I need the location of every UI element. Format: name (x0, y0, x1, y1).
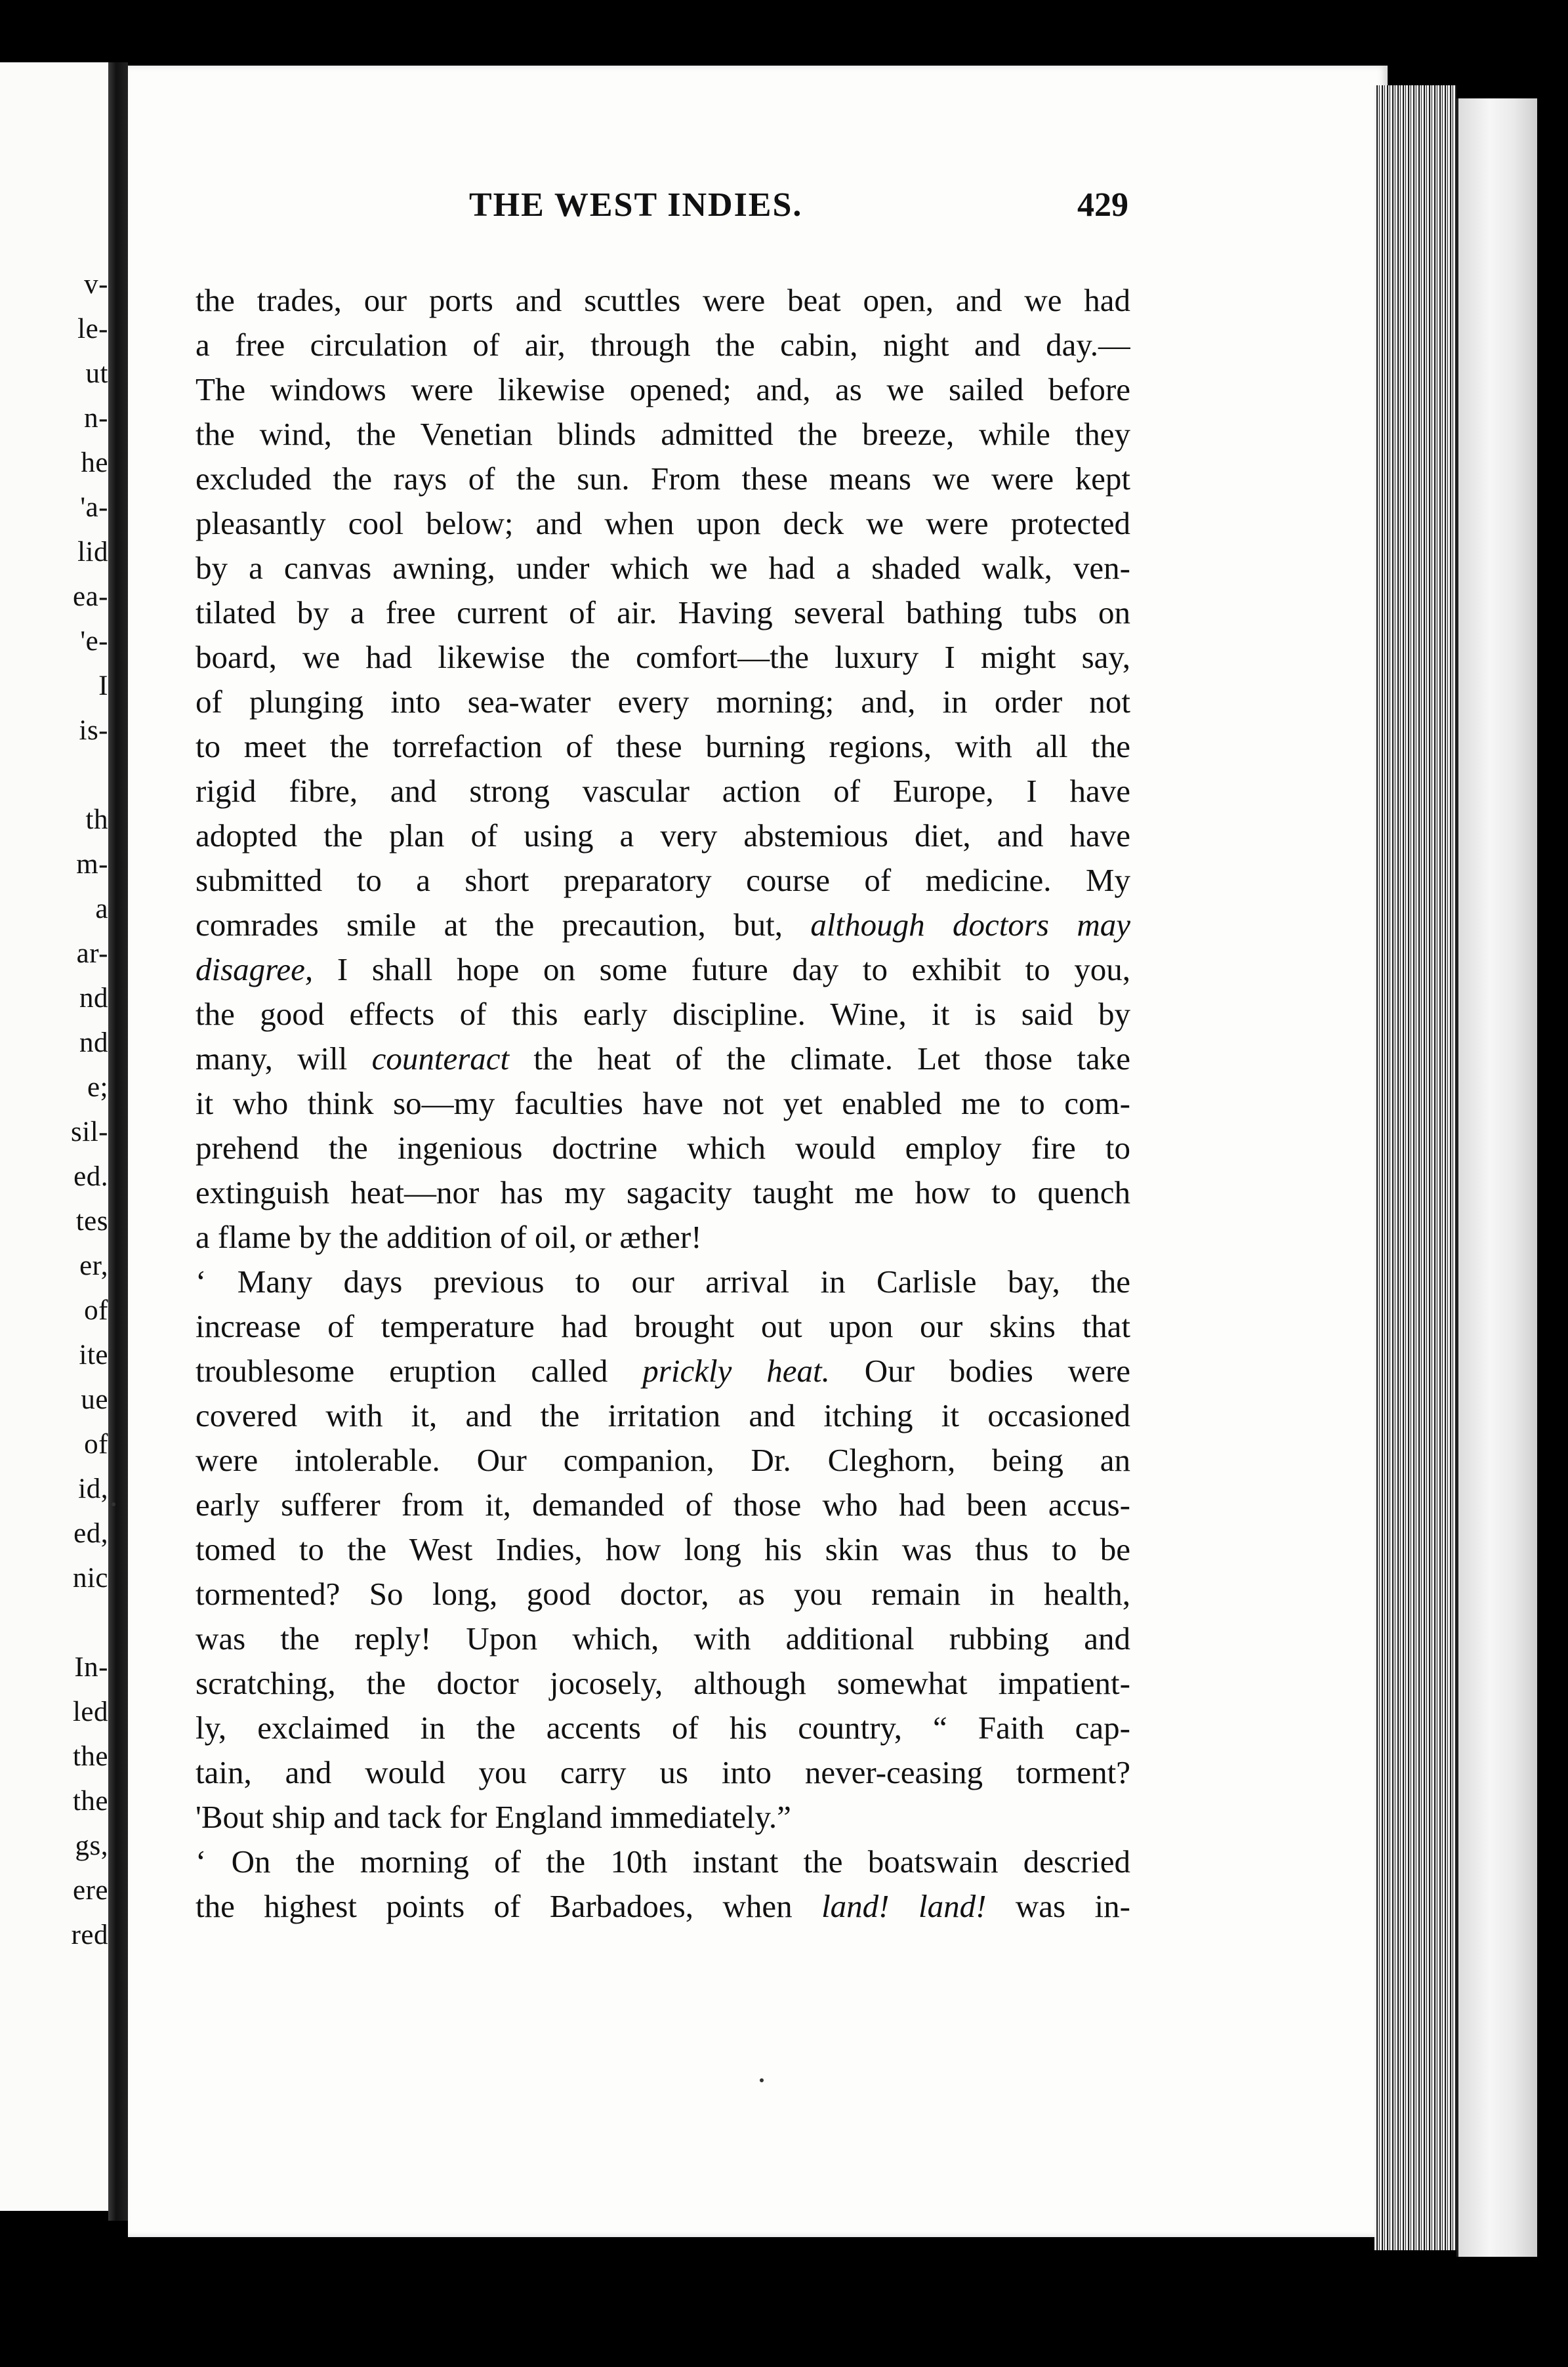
left-page-fragment: ed. (73, 1161, 108, 1192)
left-page-text-fragments (71, 262, 108, 1958)
text-line: early sufferer from it, demanded of those who had been accus- (196, 1487, 1130, 1523)
text-line: of plunging into sea-water every morning; and, in order not (196, 684, 1130, 720)
text-line: 'Bout ship and tack for England immediately.” (196, 1799, 791, 1835)
text-line: to meet the torrefaction of these burning regions, with all the (196, 728, 1130, 764)
left-page-fragment: nd (79, 983, 108, 1014)
left-page-fragment: e; (87, 1072, 108, 1103)
left-page-fragment: sil- (71, 1117, 108, 1147)
left-page-fragment (71, 1601, 108, 1645)
text-line: it who think so—my faculties have not yet enabled me to com- (196, 1085, 1130, 1121)
text-line: rigid fibre, and strong vascular action of Europe, I have (196, 773, 1130, 809)
left-page-fragment: le- (77, 314, 108, 344)
text-run: the highest points of Barbadoes, when (196, 1888, 822, 1924)
left-page-fragment: of (84, 1429, 108, 1460)
left-page-fragment: ar- (76, 938, 108, 969)
italic-text-run: although doctors may (810, 907, 1130, 943)
left-page-fragment: n- (84, 403, 108, 434)
left-page-fragment: tes (75, 1206, 108, 1237)
left-page-fragment: ut (85, 358, 108, 389)
text-line: ly, exclaimed in the accents of his country, “ Faith cap- (196, 1710, 1130, 1746)
text-line: covered with it, and the irritation and itching it occasioned (196, 1397, 1130, 1433)
left-page-fragment: th (85, 804, 108, 835)
text-line: board, we had likewise the comfort—the luxury I might say, (196, 639, 1130, 675)
scan-speck (760, 2078, 764, 2082)
left-page-fragment: v- (84, 269, 108, 300)
left-page-fragment: nic (72, 1563, 108, 1594)
left-page-fragment: he (81, 447, 108, 478)
text-line: tain, and would you carry us into never-ceasing torment? (196, 1754, 1130, 1790)
italic-text-run: prickly heat. (642, 1353, 830, 1389)
text-run: many, will (196, 1040, 372, 1077)
left-page-fragment: of (84, 1295, 108, 1326)
running-title: THE WEST INDIES. (469, 186, 803, 224)
text-line (196, 947, 1130, 992)
text-line: were intolerable. Our companion, Dr. Cleghorn, being an (196, 1442, 1130, 1478)
left-page-fragment: is- (79, 715, 108, 746)
page-edges (1374, 85, 1456, 2250)
italic-text-run: counteract (371, 1040, 510, 1077)
text-line (196, 1884, 1130, 1929)
left-page-fragment (71, 753, 108, 798)
text-line: increase of temperature had brought out upon our skins that (196, 1308, 1130, 1344)
text-line (196, 903, 1130, 947)
left-page-fragment: a (95, 894, 108, 924)
text-line: The windows were likewise opened; and, as we sailed before (196, 371, 1130, 407)
left-page-fragment: m- (76, 849, 108, 880)
left-facing-page (0, 62, 108, 2211)
text-run: the heat of the climate. Let those take (509, 1040, 1130, 1077)
book-gutter (108, 62, 128, 2221)
text-run: Our bodies were (829, 1353, 1130, 1389)
left-page-fragment: ue (81, 1384, 108, 1415)
text-line: tilated by a free current of air. Having several bathing tubs on (196, 594, 1130, 630)
left-page-fragment: the (72, 1741, 108, 1772)
body-text (196, 278, 1130, 1929)
left-page-fragment: er, (79, 1250, 108, 1281)
text-line: extinguish heat—nor has my sagacity taught me how to quench (196, 1174, 1130, 1210)
left-page-fragment: gs, (75, 1830, 108, 1861)
text-line: submitted to a short preparatory course of medicine. My (196, 862, 1130, 898)
text-line: pleasantly cool below; and when upon deck we were protected (196, 505, 1130, 541)
left-page-fragment: ite (79, 1340, 108, 1370)
text-line: excluded the rays of the sun. From these means we were kept (196, 461, 1130, 497)
page-number: 429 (1077, 186, 1128, 224)
text-line: the good effects of this early discipline. Wine, it is said by (196, 996, 1130, 1032)
text-line: tormented? So long, good doctor, as you remain in health, (196, 1576, 1130, 1612)
text-run: was in- (986, 1888, 1130, 1924)
text-line: prehend the ingenious doctrine which would employ fire to (196, 1130, 1130, 1166)
text-line: the trades, our ports and scuttles were beat open, and we had (196, 282, 1130, 318)
text-line: was the reply! Upon which, with additional rubbing and (196, 1620, 1130, 1657)
left-page-fragment: red (71, 1920, 108, 1950)
left-page-fragment: nd (79, 1027, 108, 1058)
text-line: by a canvas awning, under which we had a shaded walk, ven- (196, 550, 1130, 586)
text-line (196, 1037, 1130, 1081)
text-run: I shall hope on some future day to exhibit to you, (313, 951, 1130, 987)
text-line: tomed to the West Indies, how long his skin was thus to be (196, 1531, 1130, 1567)
italic-text-run: disagree, (196, 951, 314, 987)
italic-text-run: land! land! (821, 1888, 987, 1924)
left-page-fragment: the (72, 1786, 108, 1817)
text-run: troublesome eruption called (196, 1353, 643, 1389)
scan-speck (112, 1502, 115, 1506)
left-page-fragment: id, (78, 1473, 108, 1504)
left-page-fragment: In- (74, 1652, 108, 1683)
left-page-fragment: ed, (73, 1518, 108, 1549)
text-line (196, 1349, 1130, 1393)
book-edge (1456, 98, 1537, 2257)
text-line: a free circulation of air, through the cabin, night and day.— (196, 327, 1130, 363)
left-page-fragment: ea- (73, 581, 108, 612)
left-page-fragment: lid (77, 537, 108, 567)
text-line: the wind, the Venetian blinds admitted the breeze, while they (196, 416, 1130, 452)
left-page-fragment: 'e- (80, 626, 108, 657)
text-line: ‘ Many days previous to our arrival in Carlisle bay, the (196, 1264, 1130, 1300)
left-page-fragment: ere (73, 1875, 108, 1906)
text-line: a flame by the addition of oil, or æther! (196, 1219, 702, 1255)
text-line: adopted the plan of using a very abstemious diet, and have (196, 817, 1130, 854)
left-page-fragment: led (72, 1697, 108, 1727)
running-head (197, 186, 1128, 232)
text-run: comrades smile at the precaution, but, (196, 907, 811, 943)
left-page-fragment: I (98, 670, 108, 701)
left-page-fragment: 'a- (80, 492, 108, 523)
text-line: ‘ On the morning of the 10th instant the boatswain descried (196, 1843, 1130, 1880)
text-line: scratching, the doctor jocosely, although somewhat impatient- (196, 1665, 1130, 1701)
